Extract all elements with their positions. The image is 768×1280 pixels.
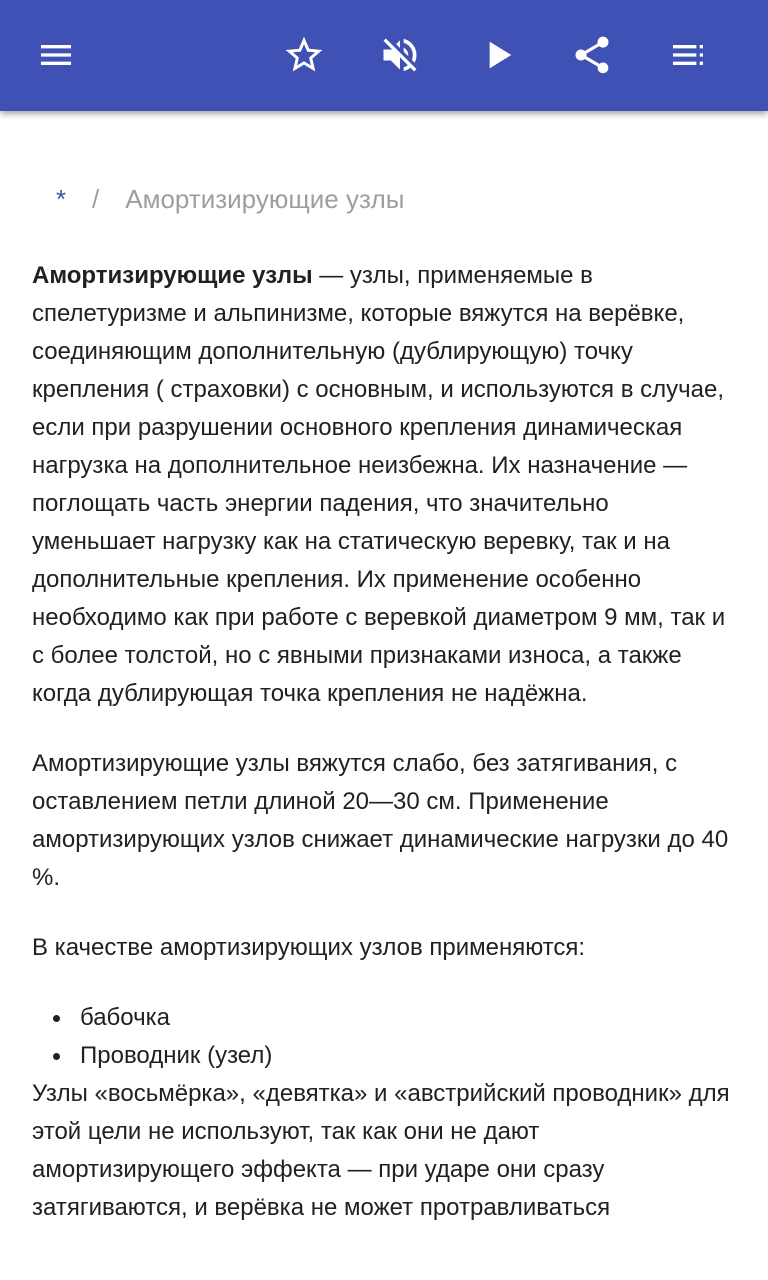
star-outline-icon bbox=[282, 33, 326, 77]
mute-button[interactable] bbox=[372, 27, 428, 83]
breadcrumb bbox=[32, 181, 736, 217]
lead-text: — узлы, применяемые в спелетуризме и альпинизме, которые вяжутся на верёвке, соединяющим дополнительную (дублирующую) точку крепления ( страховки) с основным, и используются в случае, если при разрушении основного крепления динамическая нагрузка на дополнительное неизбежна. Их назначение — поглощать часть энергии падения, что значительно уменьшает нагрузку как на статическую веревку, так и на дополнительные крепления. Их применение особенно необходимо как при работе с веревкой диаметром 9 мм, так и с более толстой, но с явными признаками износа, а также когда дублирующая точка крепления не надёжна. bbox=[32, 262, 726, 707]
volume-off-icon bbox=[378, 33, 422, 77]
play-icon bbox=[478, 35, 518, 75]
share-icon bbox=[570, 33, 614, 77]
article-body bbox=[32, 257, 736, 1227]
paragraph: Узлы «восьмёрка», «девятка» и «австрийский проводник» для этой цели не используют, так как они не дают амортизирующего эффекта — при ударе они сразу затягиваются, и верёвка не может протравливаться bbox=[32, 1080, 730, 1221]
breadcrumb-current: Амортизирующие узлы bbox=[125, 184, 405, 214]
article-term: Амортизирующие узлы bbox=[32, 262, 313, 289]
share-button[interactable] bbox=[564, 27, 620, 83]
breadcrumb-home-link[interactable]: * bbox=[56, 184, 67, 214]
article-content bbox=[32, 111, 736, 1280]
lead-paragraph bbox=[32, 257, 736, 713]
paragraph: В качестве амортизирующих узлов применяются: bbox=[32, 934, 586, 961]
play-button[interactable] bbox=[470, 27, 526, 83]
menu-icon bbox=[36, 35, 76, 75]
list-item[interactable]: бабочка bbox=[80, 999, 736, 1037]
knot-list bbox=[32, 999, 736, 1075]
list-item[interactable]: Проводник (узел) bbox=[80, 1037, 736, 1075]
playlist-icon bbox=[668, 35, 708, 75]
contents-button[interactable] bbox=[660, 27, 716, 83]
paragraph: Амортизирующие узлы вяжутся слабо, без затягивания, с оставлением петли длиной 20—30 см. Применение амортизирующих узлов снижает динамические нагрузки до 40 %. bbox=[32, 750, 729, 891]
breadcrumb-separator: / bbox=[92, 184, 100, 214]
menu-button[interactable] bbox=[28, 27, 84, 83]
favorite-button[interactable] bbox=[276, 27, 332, 83]
app-toolbar bbox=[0, 0, 768, 111]
